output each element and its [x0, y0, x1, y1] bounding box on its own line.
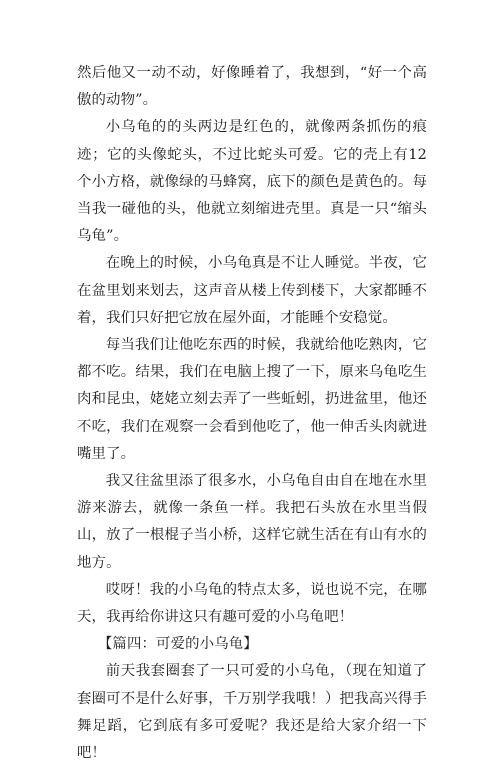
paragraph-3: 在晚上的时候，小乌龟真是不让人睡觉。半夜，它在盆里划来划去，这声音从楼上传到楼下，大家都睡不着，我们只好把它放在屋外面，才能睡个安稳觉。: [77, 255, 427, 326]
section-heading: 【篇四：可爱的小乌龟】: [97, 636, 258, 653]
paragraph-4: 每当我们让他吃东西的时候，我就给他吃熟肉，它都不吃。结果，我们在电脑上搜了一下，原来乌龟吃生肉和昆虫，姥姥立刻去弄了一些蚯蚓，扔进盆里，他还不吃，我们在观察一会看到他吃了，他一伸舌头肉就进嘴里了。: [77, 337, 427, 462]
paragraph-7: 前天我套圈套了一只可爱的小乌龟，（现在知道了套圈可不是什么好事，千万别学我哦！）把我高兴得手舞足蹈，它到底有多可爱呢？我还是给大家介绍一下吧！: [77, 663, 427, 762]
paragraph-2: 小乌龟的的头两边是红色的，就像两条抓伤的痕迹；它的头像蛇头，不过比蛇头可爱。它的壳上有12个小方格，就像绿的马蜂窝，底下的颜色是黄色的。每当我一碰他的头，他就立刻缩进壳里。真是一只“缩头乌龟”。: [77, 119, 427, 245]
paragraph-6: 哎呀！我的小乌龟的特点太多，说也说不完，在哪天，我再给你讲这只有趣可爱的小乌龟吧！: [77, 581, 427, 626]
document-body: [77, 60, 427, 767]
paragraph-1: 然后他又一动不动，好像睡着了，我想到，“好一个高傲的动物”。: [77, 65, 427, 109]
paragraph-5: 我又往盆里添了很多水，小乌龟自由自在地在水里游来游去，就像一条鱼一样。我把石头放在水里当假山，放了一根棍子当小桥，这样它就生活在有山有水的地方。: [77, 473, 427, 571]
